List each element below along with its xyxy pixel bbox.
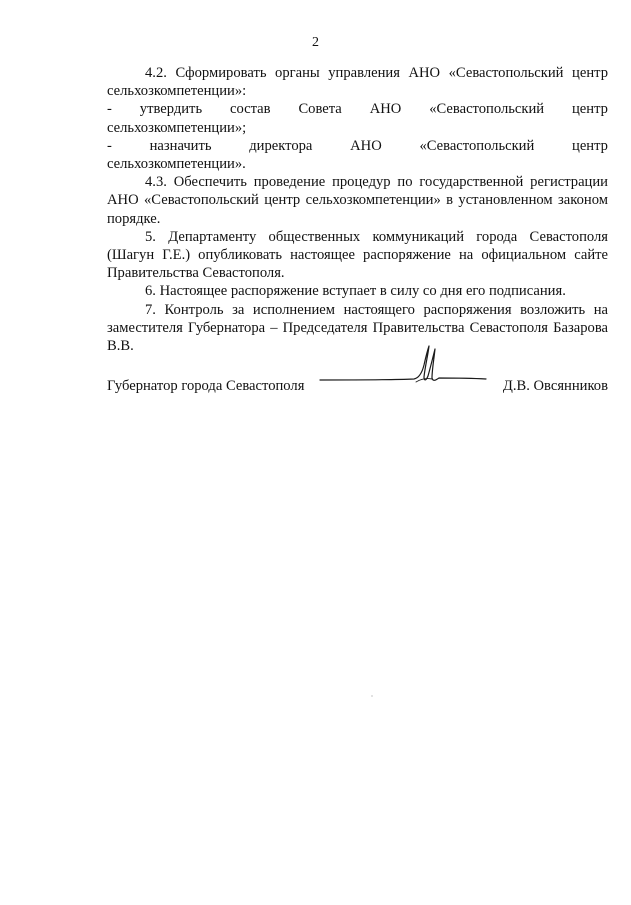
bullet-continuation: сельхозкомпетенции».: [107, 156, 246, 173]
bullet-item-appoint-director: [107, 137, 608, 173]
bullet-dash: -: [107, 101, 112, 118]
signature-block: [107, 377, 608, 397]
bullet-word: утвердить: [139, 101, 203, 118]
bullet-word: Совета: [298, 101, 342, 118]
bullet-continuation: сельхозкомпетенции»;: [107, 119, 247, 136]
signer-title: Губернатор города Севастополя: [107, 378, 305, 394]
bullet-word: АНО: [369, 101, 402, 118]
bullet-word: состав: [230, 101, 271, 118]
signer-name: Д.В. Овсянников: [502, 378, 608, 394]
paragraph-6: 6. Настоящее распоряжение вступает в силу со дня его подписания.: [145, 283, 566, 300]
paragraph-4-3: 4.3. Обеспечить проведение процедур по государственной регистрации АНО «Севастопольский центр сельхозкомпетенции» в установленном законом порядке.: [107, 174, 608, 227]
bullet-line: [107, 137, 608, 155]
bullet-word: центр: [572, 137, 608, 154]
bullet-word: директора: [249, 137, 313, 154]
bullet-word: АНО: [350, 137, 382, 154]
bullet-word: «Севастопольский: [429, 101, 545, 118]
paragraph-5: 5. Департаменту общественных коммуникаций города Севастополя (Шагун Г.Е.) опубликовать настоящее распоряжение на официальном сайте Правительства Севастополя.: [107, 228, 608, 282]
bullet-item-approve-council: [107, 100, 608, 136]
scan-speck: [371, 695, 373, 697]
bullet-word: центр: [571, 101, 608, 118]
document-body: [107, 64, 608, 355]
bullet-dash: -: [107, 137, 112, 154]
page-number: 2: [312, 35, 319, 50]
paragraph-4-2: 4.2. Сформировать органы управления АНО «Севастопольский центр сельхозкомпетенции»:: [107, 65, 608, 100]
bullet-word: назначить: [149, 137, 212, 154]
bullet-line: [107, 100, 608, 118]
bullet-word: «Севастопольский: [419, 137, 535, 154]
paragraph-7: 7. Контроль за исполнением настоящего распоряжения возложить на заместителя Губернатора – Председателя Правительства Севастополя Базарова В.В.: [107, 301, 608, 355]
